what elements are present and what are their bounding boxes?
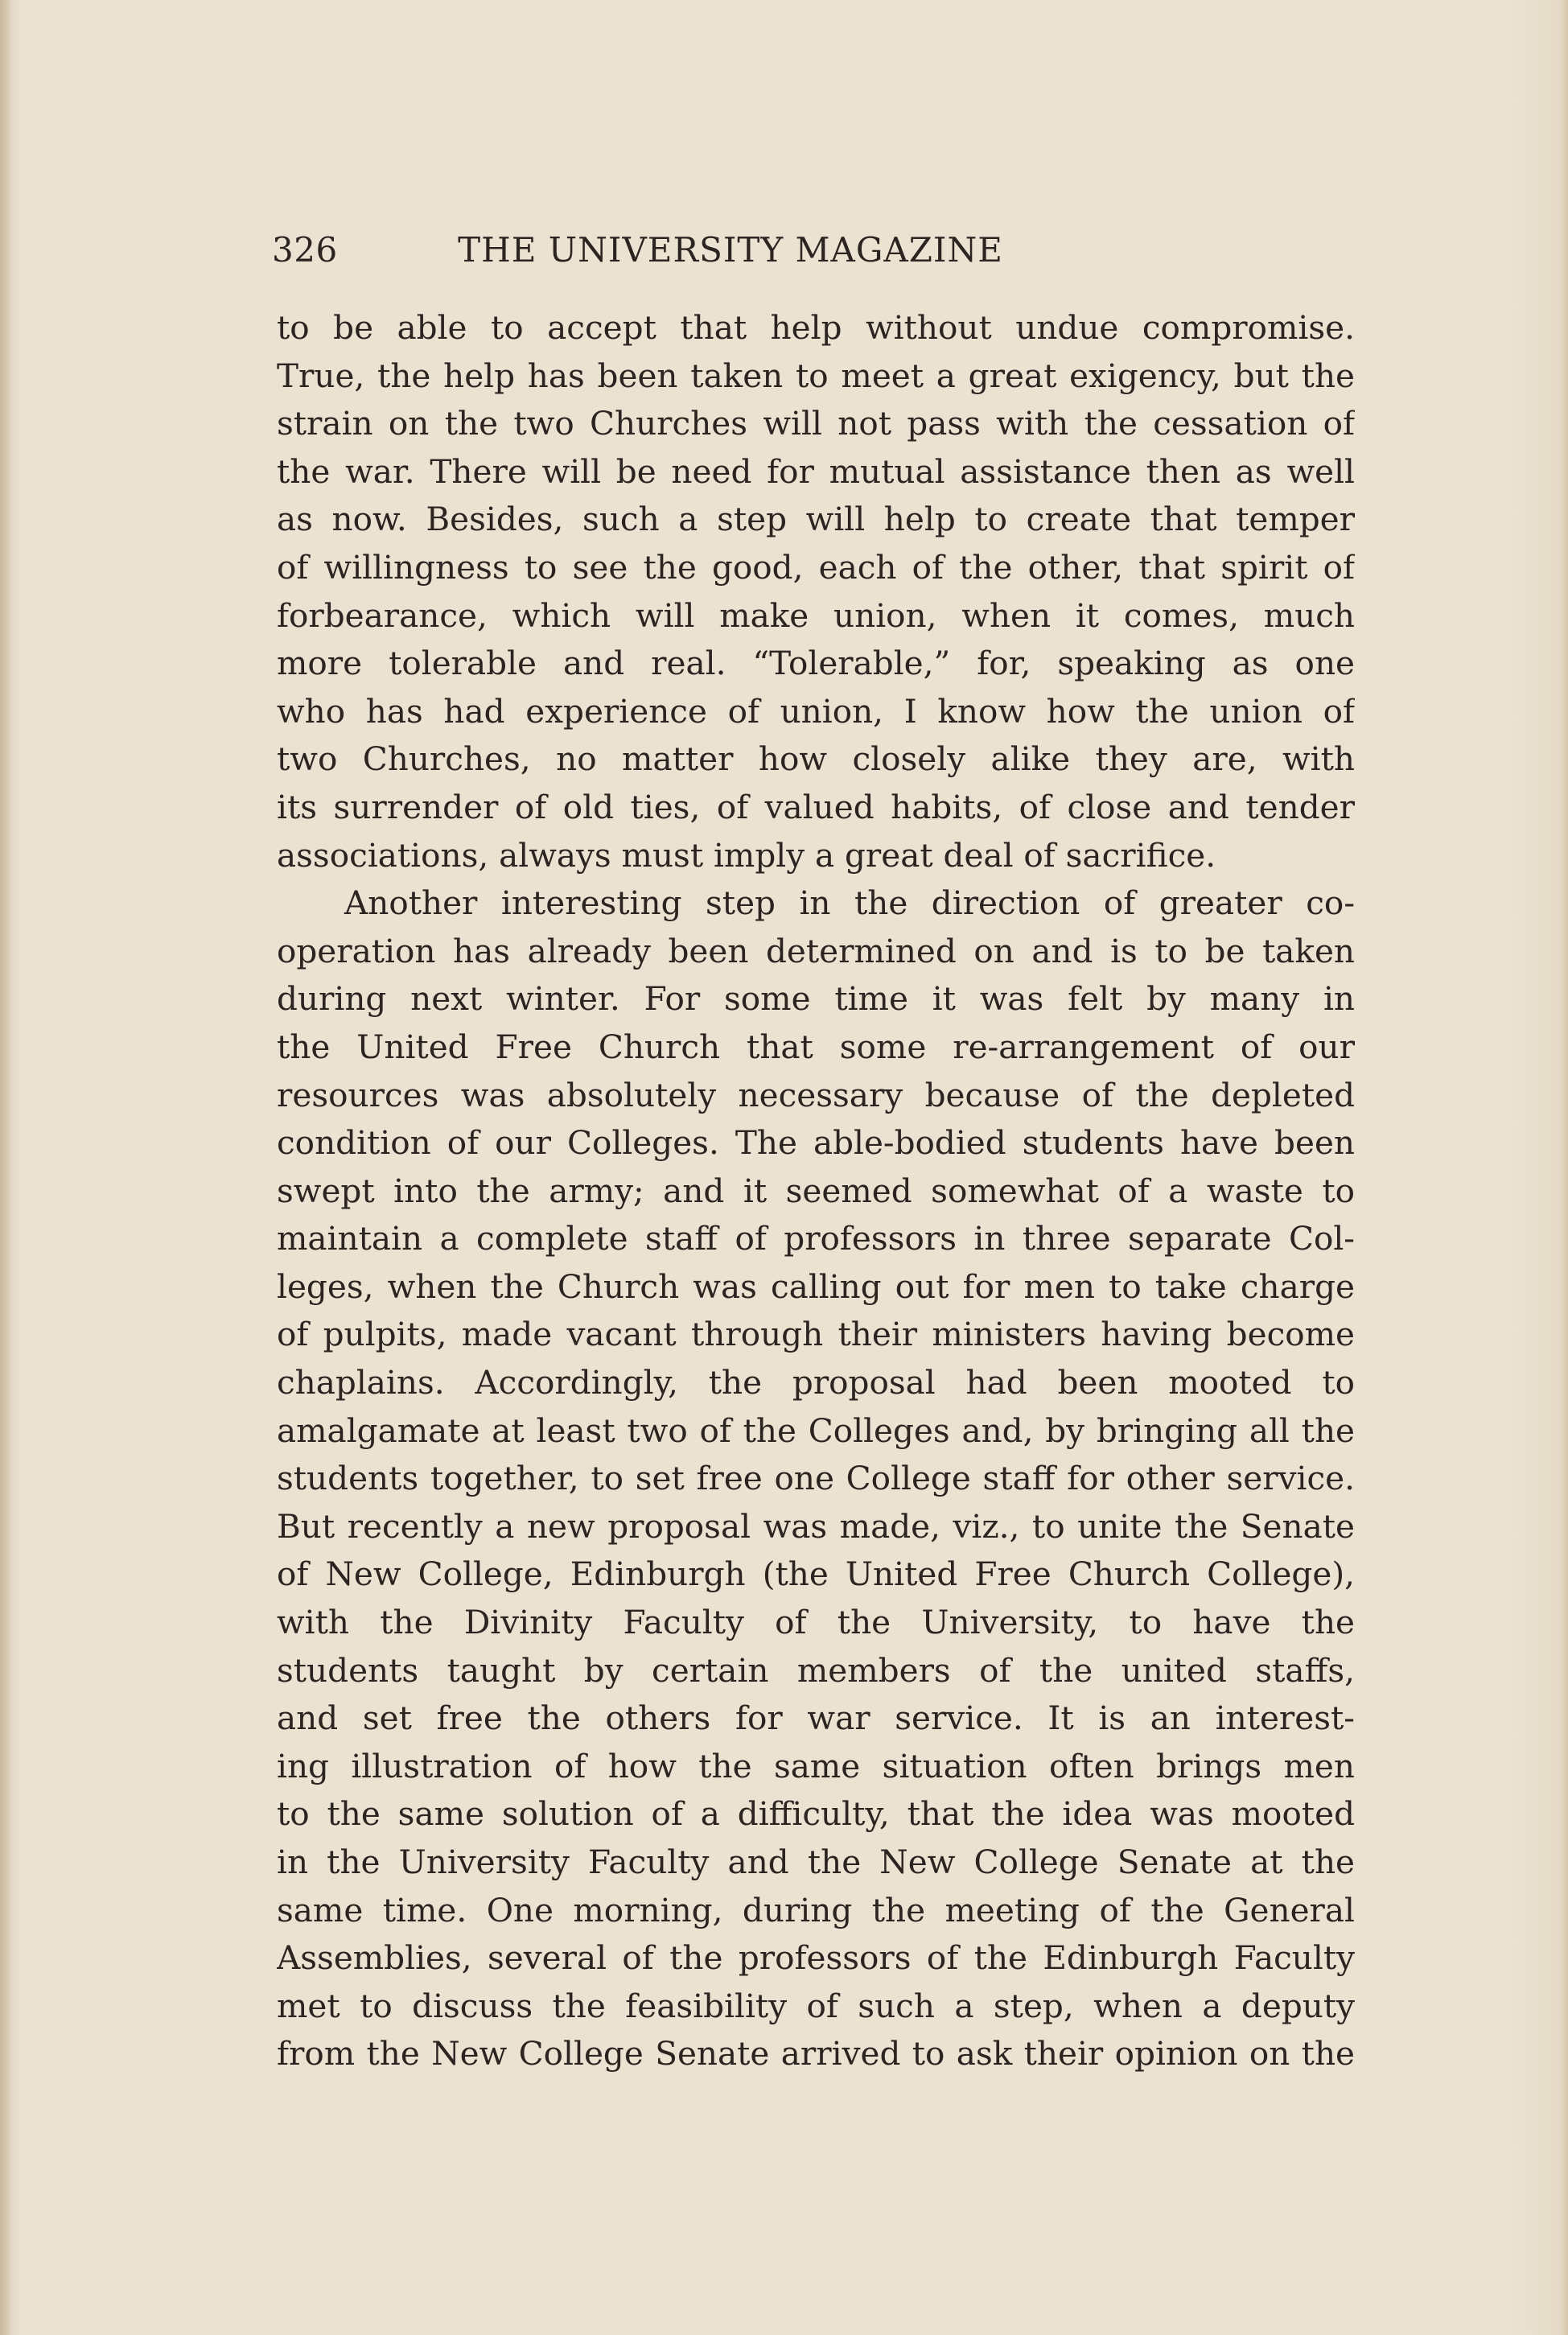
text-line: ing illustration of how the same situation often brings men — [277, 1746, 1355, 1785]
text-line: condition of our Colleges. The able-bodied students have been — [277, 1123, 1355, 1163]
text-line: operation has already been determined on and is to be taken — [277, 931, 1355, 970]
text-line: more tolerable and real. “Tolerable,” for, speaking as one — [277, 644, 1355, 683]
text-line: the United Free Church that some re-arrangement of our — [277, 1027, 1355, 1066]
text-line: of New College, Edinburgh (the United Free Church College), — [277, 1555, 1355, 1594]
text-line: to be able to accept that help without undue compromise. — [277, 308, 1355, 347]
text-line: maintain a complete staff of professors in three separate Col- — [277, 1219, 1355, 1258]
page-gutter-edge — [0, 0, 11, 2335]
text-line: from the New College Senate arrived to ask their opinion on the — [277, 2034, 1355, 2073]
text-line: two Churches, no matter how closely alike they are, with — [277, 739, 1355, 779]
text-line: chaplains. Accordingly, the proposal had been mooted to — [277, 1363, 1355, 1402]
text-line: of willingness to see the good, each of the other, that spirit of — [277, 547, 1355, 587]
text-line: with the Divinity Faculty of the University, to have the — [277, 1603, 1355, 1642]
page-number: 326 — [272, 230, 338, 270]
text-line: the war. There will be need for mutual assistance then as well — [277, 451, 1355, 491]
running-head — [272, 230, 1141, 282]
journal-title: THE UNIVERSITY MAGAZINE — [458, 230, 1003, 270]
text-line: its surrender of old ties, of valued habits, of close and tender — [277, 787, 1355, 826]
text-line: students taught by certain members of the united staffs, — [277, 1650, 1355, 1690]
text-line: associations, always must imply a great deal of sacrifice. — [277, 835, 1216, 875]
text-line: to the same solution of a difficulty, that the idea was mooted — [277, 1794, 1355, 1834]
text-line: during next winter. For some time it was felt by many in — [277, 979, 1355, 1019]
body-text — [277, 304, 1355, 2078]
text-line: resources was absolutely necessary because of the depleted — [277, 1075, 1355, 1114]
text-line: True, the help has been taken to meet a great exigency, but the — [277, 356, 1355, 395]
text-line: of pulpits, made vacant through their ministers having become — [277, 1315, 1355, 1354]
text-line: swept into the army; and it seemed somewhat of a waste to — [277, 1171, 1355, 1210]
page-outer-edge — [1560, 0, 1568, 2335]
text-line: leges, when the Church was calling out for men to take charge — [277, 1266, 1355, 1306]
text-line: Assemblies, several of the professors of the Edinburgh Faculty — [277, 1938, 1355, 1978]
text-line: students together, to set free one College staff for other service. — [277, 1459, 1355, 1498]
text-line: Another interesting step in the direction of greater co- — [344, 883, 1355, 923]
text-line: and set free the others for war service. It is an interest- — [277, 1699, 1355, 1738]
text-line: forbearance, which will make union, when it comes, much — [277, 595, 1355, 635]
text-line: But recently a new proposal was made, viz., to unite the Senate — [277, 1506, 1355, 1546]
text-line: amalgamate at least two of the Colleges and, by bringing all the — [277, 1410, 1355, 1450]
text-line: who has had experience of union, I know how the union of — [277, 691, 1355, 731]
text-line: met to discuss the feasibility of such a step, when a deputy — [277, 1986, 1355, 2025]
text-line: strain on the two Churches will not pass with the cessation of — [277, 404, 1355, 443]
text-line: in the University Faculty and the New College Senate at the — [277, 1843, 1355, 1881]
text-line: same time. One morning, during the meeting of the General — [277, 1890, 1355, 1929]
text-line: as now. Besides, such a step will help to create that temper — [277, 500, 1355, 539]
